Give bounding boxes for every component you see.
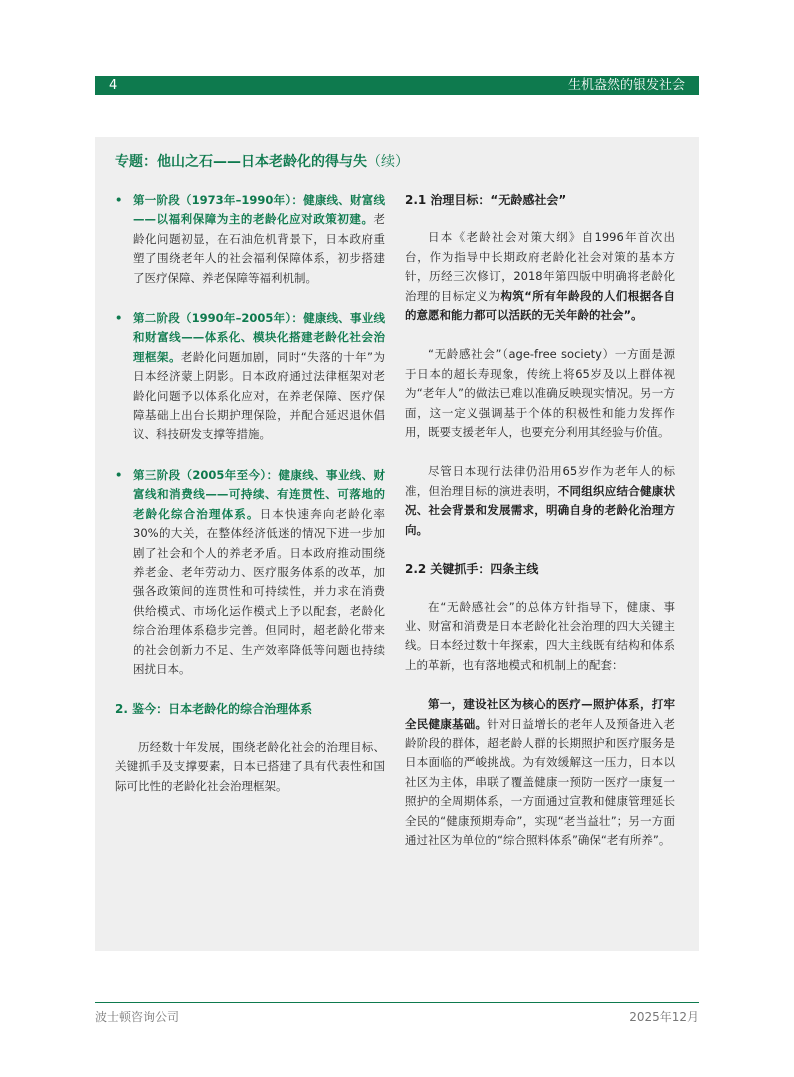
stage-1-heading: 第一阶段（1973年–1990年）：健康线、财富线——以福利保障为主的老龄化应对政策初建。	[133, 193, 385, 227]
panel-title-cont: （续）	[367, 154, 409, 170]
paragraph-3	[405, 462, 675, 540]
left-column	[115, 191, 385, 816]
stage-1-item	[115, 191, 385, 288]
stage-2-text: 老龄化问题加剧，同时“失落的十年”为日本经济蒙上阴影。日本政府通过法律框架对老龄化问题予以体系化应对，在养老保障、医疗保障基础上出台长期护理保险，并配合延迟退休倡议、科技研发支撑等措施。	[133, 349, 385, 442]
header-bar	[95, 76, 699, 95]
feature-panel	[95, 137, 699, 951]
paragraph-1-bold: 构筑“所有年龄段的人们根据各自的意愿和能力都可以活跃的无关年龄的社会”。	[405, 288, 675, 323]
stage-2-heading: 第二阶段（1990年–2005年）：健康线、事业线和财富线——体系化、模块化搭建老龄化社会治理框架。	[133, 311, 385, 364]
stage-3-text: 日本快速奔向老龄化率30%的大关，在整体经济低迷的情况下进一步加剧了社会和个人的养老矛盾。日本政府推动围绕养老金、老年劳动力、医疗服务体系的改革，加强各政策间的连贯性和可持续性，并力求在消费供给模式、市场化运作模式上予以配套，老龄化综合治理体系稳步完善。但同时，超老龄化带来的社会创新力不足、生产效率降低等问题也持续困扰日本。	[133, 506, 385, 676]
stage-3-heading: 第三阶段（2005年至今）：健康线、事业线、财富线和消费线——可持续、有连贯性、可落地的老龄化综合治理体系。	[133, 467, 385, 521]
paragraph-3-text: 尽管日本现行法律仍沿用65岁作为老年人的标准，但治理目标的演进表明，	[405, 464, 675, 498]
section-2-1-heading: 2.1 治理目标：“无龄感社会”	[405, 193, 567, 207]
paragraph-1	[405, 228, 675, 325]
header-title: 生机盎然的银发社会	[567, 78, 685, 93]
stage-2-item	[115, 309, 385, 445]
section-2-2-heading: 2.2 关键抓手：四条主线	[405, 562, 539, 577]
footer-company: 波士顿咨询公司	[95, 1010, 180, 1024]
right-column	[405, 191, 675, 870]
panel-title-text: 专题：他山之石——日本老龄化的得与失	[115, 154, 367, 170]
paragraph-3-bold: 不同组织应结合健康状况、社会背景和发展需求，明确自身的老龄化治理方向。	[405, 483, 675, 537]
section-2-heading: 2. 鉴今：日本老龄化的综合治理体系	[115, 702, 313, 717]
section-2-text: 历经数十年发展，围绕老龄化社会的治理目标、关键抓手及支撑要素，日本已搭建了具有代表性和国际可比性的老龄化社会治理框架。	[115, 739, 385, 793]
footer-divider	[95, 1002, 699, 1003]
paragraph-4: 在“无龄感社会”的总体方针指导下，健康、事业、财富和消费是日本老龄化社会治理的四大关键主线。日本经过数十年探索，四大主线既有结构和体系上的革新，也有落地模式和机制上的配套：	[405, 599, 675, 672]
paragraph-5-bold: 第一，建设社区为核心的医疗—照护体系，打牢全民健康基础。	[405, 697, 675, 731]
footer-date: 2025年12月	[629, 1010, 699, 1024]
paragraph-5	[405, 695, 675, 850]
paragraph-5-text: 针对日益增长的老年人及预备进入老龄阶段的群体，超老龄人群的长期照护和医疗服务是日本面临的严峻挑战。为有效缓解这一压力，日本以社区为主体，串联了覆盖健康一预防一医疗一康复一照护的全周期体系，一方面通过宣教和健康管理延长全民的“健康预期寿命”，实现“老当益壮”；另一方面通过社区为单位的“综合照料体系”确保“老有所养”。	[405, 716, 675, 847]
paragraph-1-text: 日本《老龄社会对策大纲》自1996年首次出台，作为指导中长期政府老龄化社会对策的基本方针，历经三次修订，2018年第四版中明确将老龄化治理的目标定义为	[405, 230, 675, 303]
paragraph-2: “无龄感社会”（age-free society）一方面是源于日本的超长寿现象，传统上将65岁及以上群体视为“老年人”的做法已难以准确反映现实情况。另一方面，这一定义强调基于个体的积极性和能力发挥作用，既要支援老年人，也要充分利用其经验与价值。	[405, 347, 675, 440]
stage-1-text: 老龄化问题初显，在石油危机背景下，日本政府重塑了围绕老年人的社会福利保障体系，初步搭建了医疗保障、养老保障等福利机制。	[133, 212, 385, 285]
page-number: 4	[109, 78, 118, 93]
panel-title	[115, 151, 409, 171]
stage-3-item	[115, 466, 385, 679]
